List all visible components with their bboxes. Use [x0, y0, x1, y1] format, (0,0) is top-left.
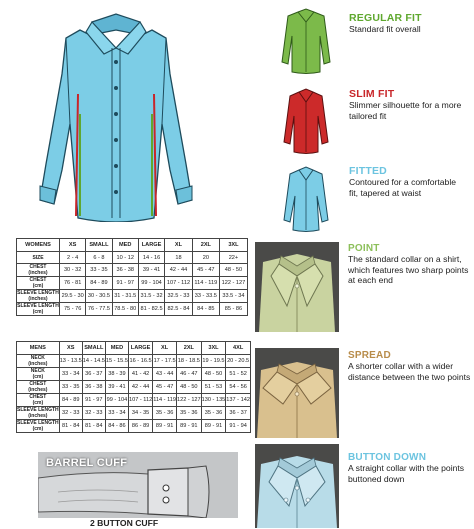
point-collar-photo: [255, 242, 339, 332]
fit-slim-block: [349, 88, 471, 121]
fit-title: REGULAR FIT: [349, 12, 422, 24]
table-cell: 33.5 - 34: [219, 290, 247, 303]
table-header-cell: 2XL: [177, 342, 202, 355]
table-cell: 76 - 77.5: [86, 303, 112, 316]
table-cell: 14 - 14.5: [82, 355, 105, 368]
table-cell: 48 - 50: [177, 381, 202, 394]
table-cell: 42 - 44: [165, 264, 193, 277]
row-label: SLEEVE LENGTH (inches): [17, 290, 59, 302]
table-cell: 33 - 35: [86, 264, 112, 277]
table-cell: 33 - 34: [105, 407, 128, 420]
table-cell: 89 - 91: [177, 420, 202, 433]
table-cell: 13 - 13.5: [59, 355, 82, 368]
table-header-row: [17, 239, 248, 252]
table-cell: 81 - 82.5: [138, 303, 164, 316]
table-header-cell: LARGE: [128, 342, 152, 355]
cuff-button-icon: [163, 497, 169, 503]
collar-desc-line: A shorter collar with a wider: [348, 361, 454, 371]
table-cell: 130 - 135: [201, 394, 226, 407]
table-cell: 35 - 36: [201, 407, 226, 420]
main-shirt-illustration: [18, 4, 214, 222]
table-header-cell: WOMENS: [17, 239, 60, 252]
collar-desc-line: A straight collar with the points: [348, 463, 465, 473]
row-label: CHEST (inches): [17, 381, 60, 394]
table-cell: 114 - 119: [192, 277, 219, 290]
table-cell: 38 - 39: [105, 368, 128, 381]
row-label: SLEEVE LENGTH (cm): [17, 303, 59, 315]
row-label: SLEEVE LENGTH (cm): [17, 420, 59, 432]
table-cell: 82.5 - 84: [165, 303, 193, 316]
table-cell: 14 - 16: [138, 252, 164, 264]
row-label: SLEEVE LENGTH (inches): [17, 407, 59, 419]
table-cell: 99 - 104: [105, 394, 128, 407]
table-cell: 43 - 44: [153, 368, 177, 381]
table-row: [17, 264, 248, 277]
table-cell: 84 - 85: [192, 303, 219, 316]
table-row: [17, 368, 251, 381]
table-header-cell: XL: [153, 342, 177, 355]
table-cell: 91 - 94: [226, 420, 251, 433]
table-cell: 16 - 16.5: [128, 355, 152, 368]
table-cell: 39 - 41: [138, 264, 164, 277]
table-header-cell: 2XL: [192, 239, 219, 252]
table-row: [17, 420, 251, 433]
table-cell: 41 - 42: [128, 368, 152, 381]
table-cell: 91 - 97: [112, 277, 138, 290]
table-cell: 81 - 84: [82, 420, 105, 433]
table-cell: 30 - 30.5: [86, 290, 112, 303]
collar-desc-line: distance between the two points: [348, 371, 471, 382]
collar-spread-block: [348, 350, 472, 382]
fit-desc-line: fit, tapered at waist: [349, 187, 422, 198]
table-cell: 91 - 97: [82, 394, 105, 407]
table-row: [17, 381, 251, 394]
table-cell: 84 - 86: [105, 420, 128, 433]
table-cell: 85 - 86: [219, 303, 247, 316]
table-cell: 18: [165, 252, 193, 264]
table-header-cell: 4XL: [226, 342, 251, 355]
collar-desc-line: buttoned down: [348, 473, 405, 484]
table-cell: 86 - 89: [128, 420, 152, 433]
table-cell: 36 - 37: [82, 368, 105, 381]
table-header-cell: MENS: [17, 342, 60, 355]
collar-button-down-block: [348, 452, 472, 484]
table-cell: 51 - 53: [201, 381, 226, 394]
collar-desc-line: The standard collar on a shirt,: [348, 254, 462, 264]
table-cell: 30 - 32: [60, 264, 86, 277]
table-cell: 15 - 15.5: [105, 355, 128, 368]
collar-title: BUTTON DOWN: [348, 452, 427, 463]
table-cell: 18 - 18.5: [177, 355, 202, 368]
table-cell: 36 - 38: [82, 381, 105, 394]
table-cell: 22+: [219, 252, 247, 264]
row-label: CHEST (cm): [17, 277, 60, 290]
table-cell: 89 - 91: [153, 420, 177, 433]
mens-size-table: [16, 341, 251, 433]
table-cell: 46 - 47: [177, 368, 202, 381]
table-header-cell: MED: [112, 239, 138, 252]
table-cell: 107 - 112: [165, 277, 193, 290]
fit-title: SLIM FIT: [349, 88, 395, 100]
table-cell: 33 - 34: [59, 368, 82, 381]
row-label: CHEST (inches): [17, 264, 60, 277]
table-cell: 33 - 33.5: [192, 290, 219, 303]
table-cell: 51 - 52: [226, 368, 251, 381]
collar-desc-line: which features two sharp points: [348, 264, 469, 275]
row-label: NECK (cm): [17, 368, 60, 381]
table-cell: 17 - 17.5: [153, 355, 177, 368]
table-header-cell: SMALL: [82, 342, 105, 355]
row-label: NECK (inches): [17, 355, 60, 368]
collar-title: POINT: [348, 243, 380, 254]
table-cell: 36 - 37: [226, 407, 251, 420]
table-cell: 32 - 33: [59, 407, 82, 420]
table-cell: 19 - 19.5: [201, 355, 226, 368]
table-cell: 84 - 89: [86, 277, 112, 290]
table-cell: 45 - 47: [153, 381, 177, 394]
collar-title: SPREAD: [348, 350, 391, 361]
barrel-cuff-illustration: [38, 452, 238, 518]
regular-fit-shirt-image: [276, 6, 336, 76]
cuff-footer-label: 2 BUTTON CUFF: [90, 518, 159, 528]
fit-desc-line: Slimmer silhouette for a more: [349, 100, 462, 110]
table-cell: 48 - 50: [201, 368, 226, 381]
cuff-title: BARREL CUFF: [46, 457, 128, 469]
table-cell: 81 - 84: [59, 420, 82, 433]
table-cell: 29.5 - 30: [60, 290, 86, 303]
table-header-cell: 3XL: [219, 239, 247, 252]
table-header-row: [17, 342, 251, 355]
table-cell: 48 - 50: [219, 264, 247, 277]
table-cell: 114 - 119: [153, 394, 177, 407]
cuff-button-icon: [163, 485, 169, 491]
table-cell: 20: [192, 252, 219, 264]
table-header-cell: LARGE: [138, 239, 164, 252]
table-cell: 2 - 4: [60, 252, 86, 264]
fit-regular-block: [349, 12, 471, 35]
table-cell: 54 - 56: [226, 381, 251, 394]
table-row: [17, 355, 251, 368]
button-down-collar-photo: [255, 444, 339, 528]
table-cell: 99 - 104: [138, 277, 164, 290]
table-row: [17, 290, 248, 303]
table-cell: 36 - 38: [112, 264, 138, 277]
table-cell: 32.5 - 33: [165, 290, 193, 303]
table-cell: 76 - 81: [60, 277, 86, 290]
table-cell: 33 - 35: [59, 381, 82, 394]
fit-desc-line: tailored fit: [349, 110, 387, 121]
table-row: [17, 277, 248, 290]
table-cell: 122 - 127: [177, 394, 202, 407]
collar-point-block: [348, 243, 472, 286]
table-header-cell: XS: [59, 342, 82, 355]
fit-desc-line: Contoured for a comfortable: [349, 177, 457, 187]
table-cell: 107 - 112: [128, 394, 152, 407]
table-cell: 10 - 12: [112, 252, 138, 264]
table-cell: 75 - 76: [60, 303, 86, 316]
table-row: [17, 394, 251, 407]
womens-size-table: [16, 238, 248, 316]
table-cell: 20 - 20.5: [226, 355, 251, 368]
collar-desc-line: at each end: [348, 275, 393, 285]
table-cell: 39 - 41: [105, 381, 128, 394]
table-header-cell: 3XL: [201, 342, 226, 355]
table-cell: 31.5 - 32: [138, 290, 164, 303]
row-label: CHEST (cm): [17, 394, 60, 407]
row-label: SIZE: [17, 252, 60, 264]
table-header-cell: SMALL: [86, 239, 112, 252]
table-header-cell: XS: [60, 239, 86, 252]
fit-title: FITTED: [349, 165, 387, 177]
fit-desc-line: Standard fit overall: [349, 24, 421, 34]
table-cell: 84 - 89: [59, 394, 82, 407]
fit-fitted-block: [349, 165, 471, 198]
fitted-shirt-image: [276, 164, 336, 234]
table-cell: 34 - 35: [128, 407, 152, 420]
slim-fit-shirt-image: [276, 86, 336, 156]
table-cell: 6 - 8: [86, 252, 112, 264]
table-row: [17, 303, 248, 316]
table-header-cell: XL: [165, 239, 193, 252]
table-cell: 42 - 44: [128, 381, 152, 394]
table-cell: 137 - 142: [226, 394, 251, 407]
table-cell: 35 - 36: [153, 407, 177, 420]
table-header-cell: MED: [105, 342, 128, 355]
table-cell: 122 - 127: [219, 277, 247, 290]
table-row: [17, 407, 251, 420]
table-cell: 78.5 - 80: [112, 303, 138, 316]
table-cell: 31 - 31.5: [112, 290, 138, 303]
table-cell: 35 - 36: [177, 407, 202, 420]
table-cell: 45 - 47: [192, 264, 219, 277]
table-cell: 32 - 33: [82, 407, 105, 420]
spread-collar-photo: [255, 348, 339, 438]
table-row: [17, 252, 248, 264]
table-cell: 89 - 91: [201, 420, 226, 433]
